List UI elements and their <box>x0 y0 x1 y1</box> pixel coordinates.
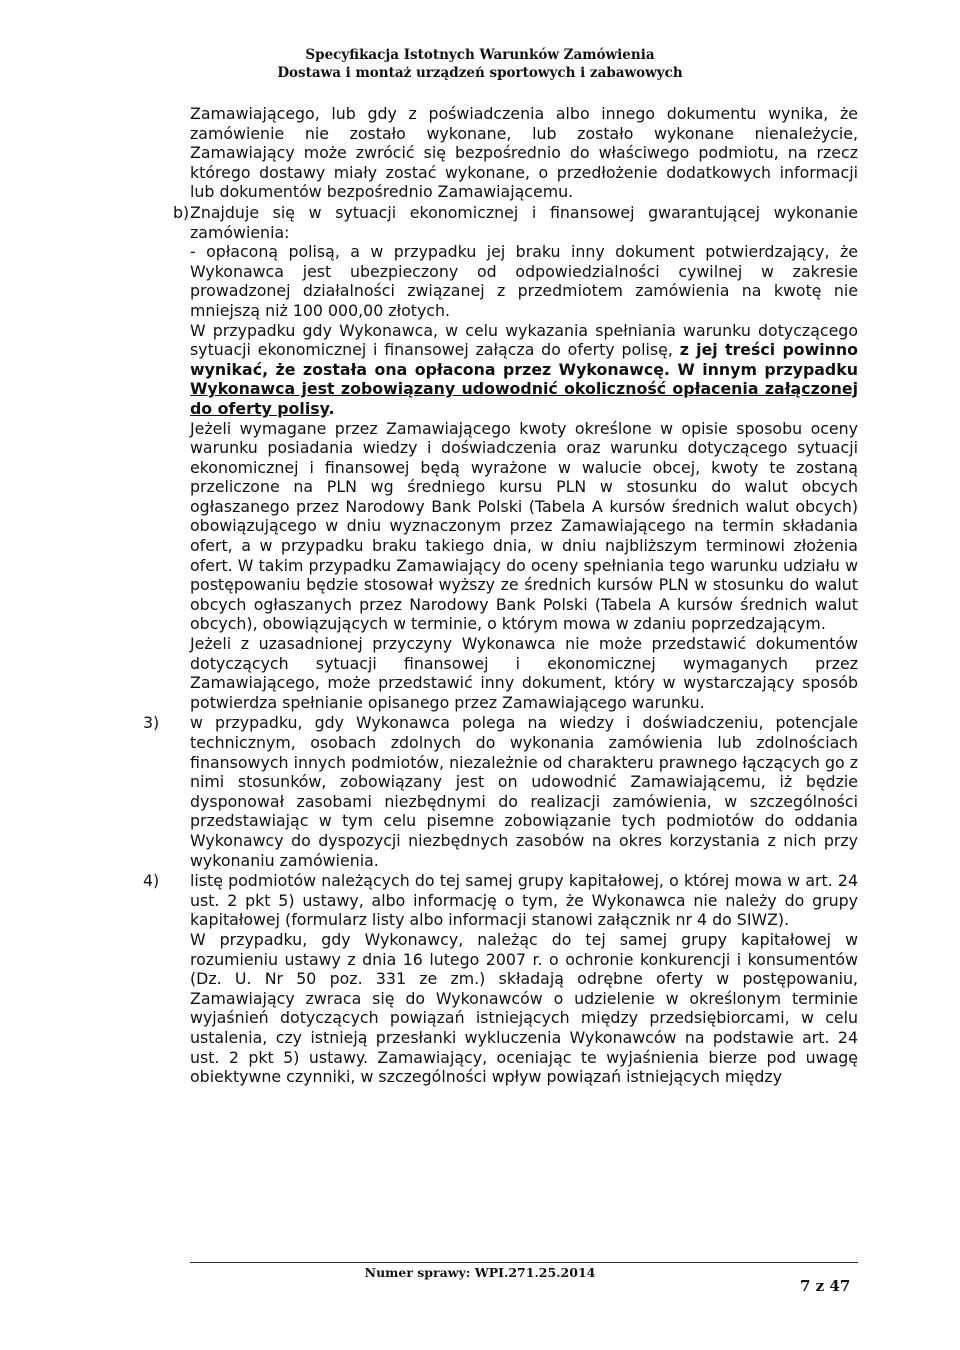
header-subtitle: Dostawa i montaż urządzeń sportowych i zabawowych <box>277 65 683 81</box>
footer-case-number: Numer sprawy: WPI.271.25.2014 <box>364 1265 596 1280</box>
item-b-marker: b) <box>173 202 190 222</box>
item-4 <box>143 871 858 1087</box>
polisa-underline: Wykonawca jest zobowiązany udowodnić okoliczność opłacenia załączonej do oferty polisy <box>190 379 858 418</box>
item-b-other-doc: Jeżeli z uzasadnionej przyczyny Wykonawca nie może przedstawić dokumentów dotyczących sytuacji finansowej i ekonomicznej wymaganych przez Zamawiającego, może przedstawić inny dokument, który w wystarczający sposób potwierdza spełnianie opisanego przez Zamawiającego warunku. <box>190 634 858 712</box>
page-number: 7 z 47 <box>800 1277 851 1295</box>
item-4-text: listę podmiotów należących do tej samej grupy kapitałowej, o której mowa w art. 24 ust. 2 pkt 5) ustawy, albo informację o tym, że Wykonawca nie należy do grupy kapitałowej (formularz listy albo informacji stanowi załącznik nr 4 do SIWZ). <box>190 871 858 930</box>
item-b <box>173 202 858 712</box>
header-title: Specyfikacja Istotnych Warunków Zamówienia <box>305 47 655 63</box>
item-4-marker: 4) <box>143 871 160 891</box>
item-b-currency: Jeżeli wymagane przez Zamawiającego kwoty określone w opisie sposobu oceny warunku posiadania wiedzy i doświadczenia oraz warunku dotyczącego sytuacji ekonomicznej i finansowej będą wyrażone w walucie obcej, kwoty te zostaną przeliczone na PLN wg średniego kursu PLN w stosunku do walut obcych ogłaszanego przez Narodowy Bank Polski (Tabela A kursów średnich walut obcych) obowiązującego w dniu wyznaczonym przez Zamawiającego na termin składania ofert, a w przypadku braku takiego dnia, w dniu najbliższym terminowi złożenia ofert. W takim przypadku Zamawiający do oceny spełniania tego warunku udziału w postępowaniu będzie stosował wyższy ze średnich kursów PLN w stosunku do walut obcych ogłaszanych przez Narodowy Bank Polski (Tabela A kursów średnich walut obcych), obowiązujących w terminie, o którym mowa w zdaniu poprzedzającym. <box>190 418 858 634</box>
item-b-polisa <box>190 321 858 419</box>
polisa-end: . <box>328 398 335 418</box>
polisa-bold: z jej treści powinno wynikać, że została ona opłacona przez Wykonawcę. W innym przypadku <box>190 340 858 379</box>
document-header <box>0 46 960 82</box>
item-4-followup: W przypadku, gdy Wykonawcy, należąc do tej samej grupy kapitałowej w rozumieniu ustawy z dnia 16 lutego 2007 r. o ochronie konkurencji i konsumentów (Dz. U. Nr 50 poz. 331 ze zm.) składają odrębne oferty w postępowaniu, Zamawiający zwraca się do Wykonawców o udzielenie w określonym terminie wyjaśnień dotyczących powiązań istniejących między przedsiębiorcami, w celu ustalenia, czy istnieją przesłanki wykluczenia Wykonawców na podstawie art. 24 ust. 2 pkt 5) ustawy. Zamawiający, oceniając te wyjaśnienia bierze pod uwagę obiektywne czynniki, w szczególności wpływ powiązań istniejących między <box>190 929 858 1087</box>
intro-paragraph: Zamawiającego, lub gdy z poświadczenia albo innego dokumentu wynika, że zamówienie nie zostało wykonane, lub zostało wykonane nienależycie, Zamawiający może zwrócić się bezpośrednio do właściwego podmiotu, na rzecz którego dostawy miały zostać wykonane, o przedłożenie dodatkowych informacji lub dokumentów bezpośrednio Zamawiającemu. <box>190 104 858 202</box>
footer-divider <box>190 1262 858 1263</box>
document-body <box>143 104 858 1087</box>
polisa-plain: W przypadku gdy Wykonawca, w celu wykazania spełniania warunku dotyczącego sytuacji ekonomicznej i finansowej załącza do oferty polisę, <box>190 320 858 360</box>
item-3 <box>143 713 858 870</box>
item-3-marker: 3) <box>143 713 160 733</box>
item-b-lead: Znajduje się w sytuacji ekonomicznej i finansowej gwarantującej wykonanie zamówienia: <box>190 202 858 242</box>
item-3-text: w przypadku, gdy Wykonawca polega na wiedzy i doświadczeniu, potencjale technicznym, osobach zdolnych do wykonania zamówienia lub zdolnościach finansowych innych podmiotów, niezależnie od charakteru prawnego łączących go z nimi stosunków, zobowiązany jest on udowodnić Zamawiającemu, iż będzie dysponował zasobami niezbędnymi do realizacji zamówienia, w szczególności przedstawiając w tym celu pisemne zobowiązanie tych podmiotów do oddania Wykonawcy do dyspozycji niezbędnych zasobów na okres korzystania z nich przy wykonaniu zamówienia. <box>190 713 858 870</box>
item-b-dash: - opłaconą polisą, a w przypadku jej braku inny dokument potwierdzający, że Wykonawca jest ubezpieczony od odpowiedzialności cywilnej w zakresie prowadzonej działalności związanej z przedmiotem zamówienia na kwotę nie mniejszą niż 100 000,00 złotych. <box>190 242 858 320</box>
